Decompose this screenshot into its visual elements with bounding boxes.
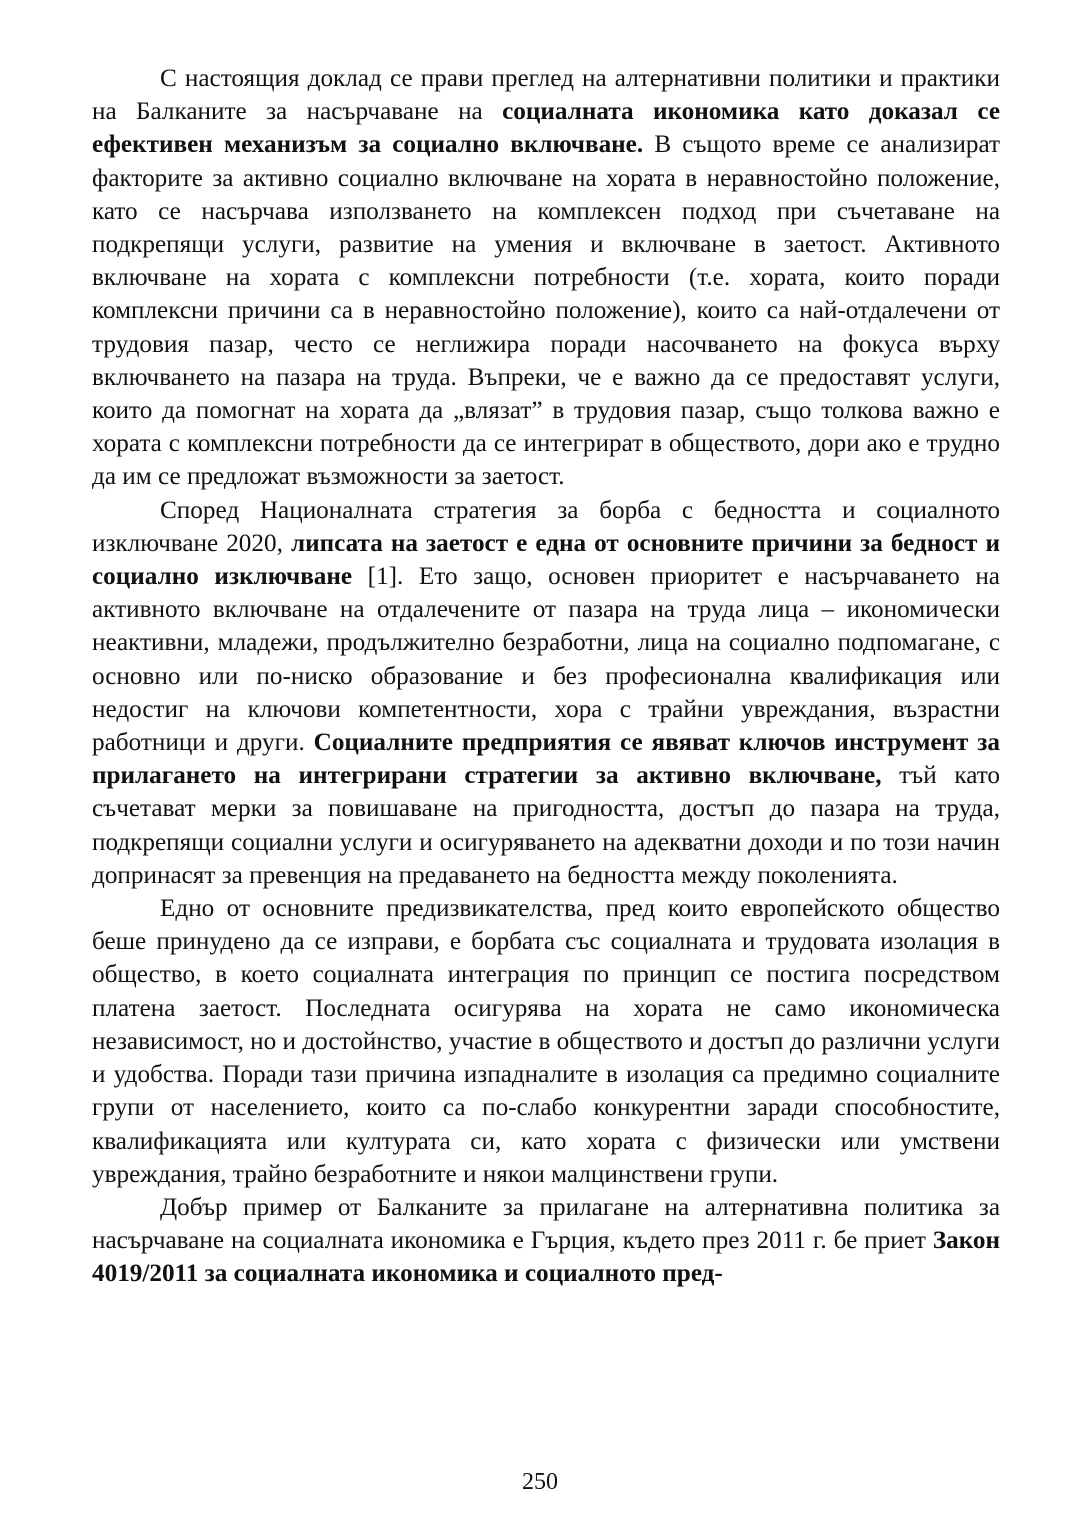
paragraph-2	[92, 494, 1000, 892]
paragraph-4-emphasis: Закон 4019/2011 за социалната икономика и социалното пред-	[92, 1227, 1000, 1288]
paragraph-4	[92, 1191, 1000, 1291]
document-page	[92, 62, 1000, 1291]
paragraph-1-text: В същото време се анализират факторите за активно социално включване на хората в неравностойно положение, като се насърчава използването на комплексен подход при съчетаване на подкрепящи услуги, развитие на умения и включване в заетост. Активното включване на хората с комплексни потребности (т.е. хората, които поради комплексни причини са в неравностойно положение), които са най-отдалечени от трудовия пазар, често се неглижира поради насочването на фокуса върху включването на пазара на труда. Въпреки, че е важно да се предоставят услуги, които да помогнат на хората да „влязат” в трудовия пазар, също толкова важно е хората с комплексни потребности да се интегрират в обществото, дори ако е трудно да им се предложат възможности за заетост.	[92, 131, 1000, 491]
paragraph-3-text: Едно от основните предизвикателства, пред които европейското общество беше принудено да се изправи, е борбата със социалната и трудовата изолация в общество, в което социалната интеграция по принцип се постига посредством платена заетост. Последната осигурява на хората не само икономическа независимост, но и достойнство, участие в обществото и достъп до различни услуги и удобства. Поради тази причина изпадналите в изолация са предимно социалните групи от населението, които са по-слабо конкурентни заради способностите, квалификацията или културата си, като хората с физически или умствени увреждания, трайно безработните и някои малцинствени групи.	[92, 895, 1000, 1188]
page-number: 250	[522, 1469, 558, 1495]
paragraph-1	[92, 62, 1000, 494]
paragraph-2-text: тъй като съчетават мерки за повишаване на пригодността, достъп до пазара на труда, подкрепящи социални услуги и осигуряването на адекватни доходи и по този начин допринасят за превенция на предаването на бедността между поколенията.	[92, 762, 1000, 889]
paragraph-2-text: [1]. Ето защо, основен приоритет е насърчаването на активното включване на отдалечените от пазара на труда лица – икономически неактивни, младежи, продължително безработни, лица на социално подпомагане, с основно или по-ниско образование и без професионална квалификация или недостиг на ключови компетентности, хора с трайни увреждания, възрастни работници и други.	[92, 563, 1000, 757]
paragraph-2-emphasis: липсата на заетост е една от основните причини за бедност и социално изключване	[92, 529, 1000, 591]
paragraph-3	[92, 892, 1000, 1191]
paragraph-1-text: С настоящия доклад се прави преглед на алтернативни политики и практики на Балканите за насърчаване на	[92, 65, 1000, 126]
paragraph-2-emphasis: Социалните предприятия се явяват ключов инструмент за прилагането на интегрирани стратегии за активно включване,	[92, 729, 1000, 790]
paragraph-1-emphasis: социалната икономика като доказал се ефективен механизъм за социално включване.	[92, 98, 1000, 159]
paragraph-2-text: Според Националната стратегия за борба с бедността и социалното изключване 2020,	[92, 496, 1000, 557]
paragraph-4-text: Добър пример от Балканите за прилагане на алтернативна политика за насърчаване на социалната икономика е Гърция, където през 2011 г. бе приет	[92, 1193, 1000, 1255]
